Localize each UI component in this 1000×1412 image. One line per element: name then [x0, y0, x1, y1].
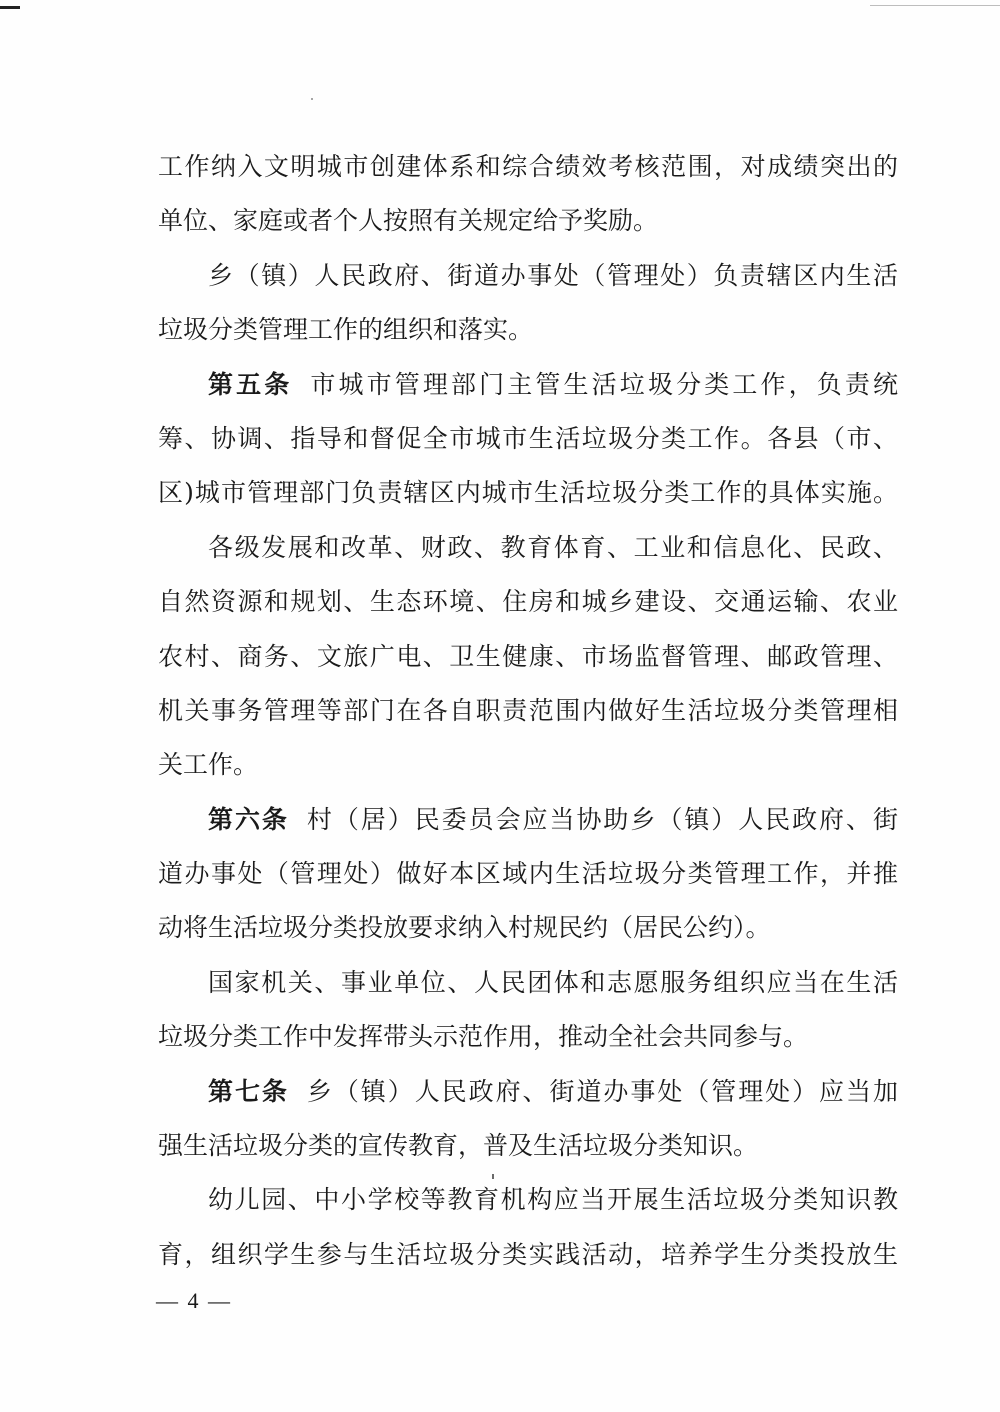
- line-text: 育，组织学生参与生活垃圾分类实践活动，培养学生分类投放生: [158, 1239, 898, 1269]
- text-line: [158, 956, 898, 1010]
- line-text: 国家机关、事业单位、人民团体和志愿服务组织应当在生活: [208, 967, 898, 997]
- scan-speck: [311, 98, 313, 100]
- line-text: 工作纳入文明城市创建体系和综合绩效考核范围，对成绩突出的: [158, 152, 898, 181]
- text-line: [158, 901, 898, 955]
- text-line: [158, 521, 898, 575]
- line-text: 道办事处（管理处）做好本区域内生活垃圾分类管理工作，并推: [158, 859, 898, 889]
- line-text: 垃圾分类工作中发挥带头示范作用，推动全社会共同参与。: [158, 1022, 809, 1052]
- line-text: 各级发展和改革、财政、教育体育、工业和信息化、民政、: [208, 532, 898, 562]
- line-text: 筹、协调、指导和督促全市城市生活垃圾分类工作。各县（市、: [158, 423, 898, 453]
- text-line: [158, 358, 898, 412]
- text-line: [158, 630, 898, 684]
- text-line: [158, 575, 898, 629]
- text-line: [158, 303, 898, 357]
- line-text: 村（居）民委员会应当协助乡（镇）人民政府、街: [306, 804, 898, 834]
- line-text: 强生活垃圾分类的宣传教育，普及生活垃圾分类知识。: [158, 1131, 759, 1161]
- article-label: 第五条: [208, 369, 293, 399]
- text-line: [158, 847, 898, 901]
- line-text: 乡（镇）人民政府、街道办事处（管理处）应当加: [306, 1076, 898, 1106]
- page-number: — 4 —: [156, 1288, 232, 1313]
- text-line: [158, 1228, 898, 1282]
- line-text: 动将生活垃圾分类投放要求纳入村规民约（居民公约）。: [158, 913, 771, 943]
- line-text: 乡（镇）人民政府、街道办事处（管理处）负责辖区内生活: [208, 260, 898, 290]
- scan-edge-line: [870, 5, 1000, 6]
- text-line: [158, 1119, 898, 1173]
- scan-edge-mark: [0, 6, 20, 9]
- text-line: [158, 738, 898, 792]
- line-text: 单位、家庭或者个人按照有关规定给予奖励。: [158, 206, 659, 236]
- text-line: [158, 1010, 898, 1064]
- text-line: [158, 194, 898, 248]
- text-line: [158, 684, 898, 738]
- line-text: 垃圾分类管理工作的组织和落实。: [158, 315, 534, 345]
- body-text: [158, 140, 898, 1282]
- line-text: 机关事务管理等部门在各自职责范围内做好生活垃圾分类管理相: [158, 695, 898, 725]
- text-line: [158, 249, 898, 303]
- text-line: [158, 412, 898, 466]
- line-text: 幼儿园、中小学校等教育机构应当开展生活垃圾分类知识教: [208, 1185, 898, 1215]
- text-line: [158, 793, 898, 847]
- line-text: 市城市管理部门主管生活垃圾分类工作，负责统: [310, 369, 898, 399]
- line-text: 农村、商务、文旅广电、卫生健康、市场监督管理、邮政管理、: [158, 641, 898, 671]
- article-label: 第七条: [208, 1076, 289, 1106]
- article-label: 第六条: [208, 804, 289, 834]
- line-text: 自然资源和规划、生态环境、住房和城乡建设、交通运输、农业: [158, 587, 898, 617]
- text-line: [158, 466, 898, 520]
- text-line: [158, 1065, 898, 1119]
- text-line: [158, 1173, 898, 1227]
- line-text: 区)城市管理部门负责辖区内城市生活垃圾分类工作的具体实施。: [158, 478, 898, 508]
- text-line: [158, 140, 898, 194]
- line-text: 关工作。: [158, 750, 259, 780]
